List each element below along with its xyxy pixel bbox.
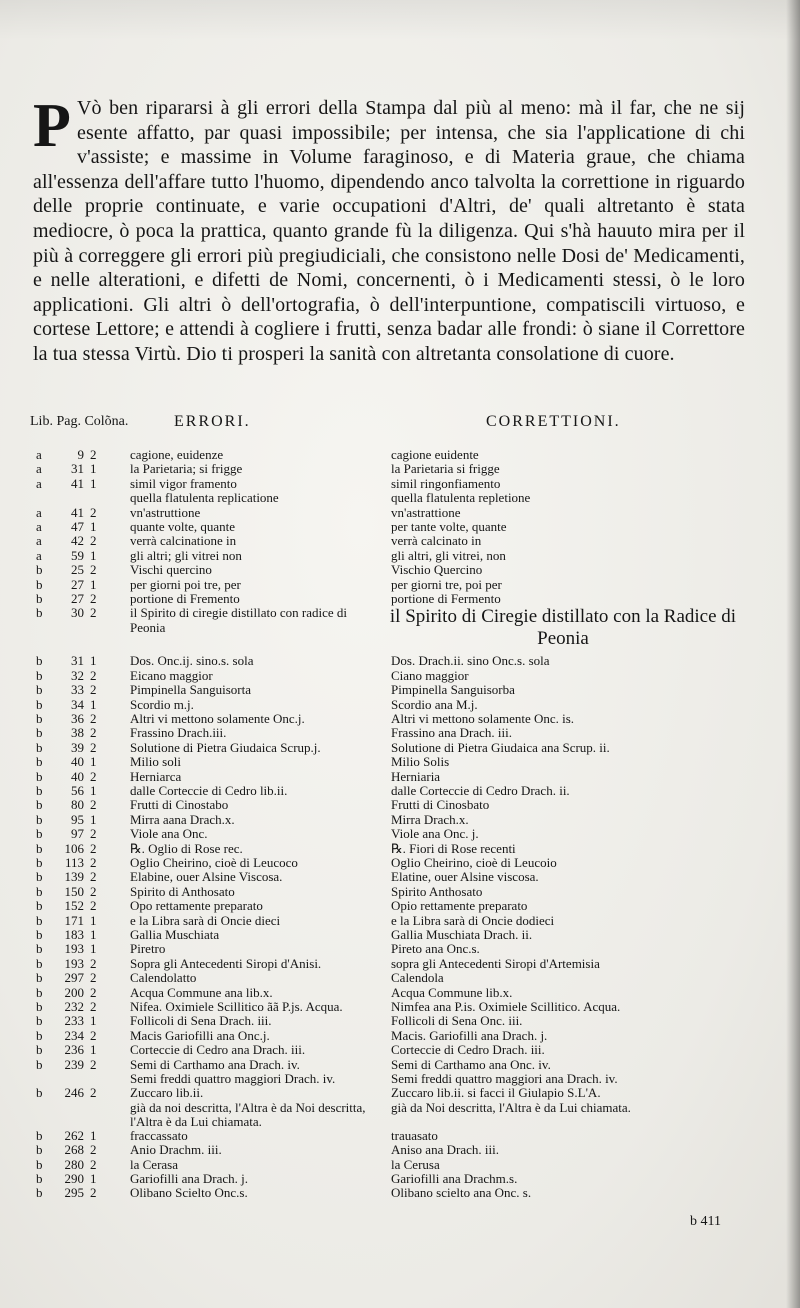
cell-pag: 27 [71, 576, 84, 592]
cell-errore: Viole ana Onc. [130, 826, 208, 842]
cell-lib: b [36, 970, 43, 986]
cell-pag: 33 [71, 682, 84, 698]
cell-colonna: 2 [90, 797, 97, 813]
cell-pag: 183 [64, 927, 84, 942]
cell-pag: 30 [71, 605, 84, 621]
cell-colonna: 1 [90, 754, 97, 770]
cell-lib: a [36, 547, 42, 563]
cell-correttione: Viole ana Onc. j. [391, 826, 479, 842]
cell-correttione: Altri vi mettono solamente Onc. is. [391, 711, 575, 726]
cell-errore: Semi di Carthamo ana Drach. iv. [130, 1056, 300, 1072]
cell-lib: a [36, 447, 42, 462]
cell-pag: 34 [71, 696, 84, 712]
cell-correttione: Oglio Cheirino, cioè di Leucoio [391, 855, 557, 870]
cell-pag: 239 [64, 1056, 84, 1072]
cell-lib: b [36, 883, 43, 899]
cell-correttione: Nimfea ana P.is. Oximiele Scillitico. Acqua. [391, 999, 621, 1014]
cell-lib: b [36, 1056, 43, 1072]
cell-errore: Gallia Muschiata [130, 927, 220, 942]
cell-errore: Acqua Commune ana lib.x. [130, 984, 273, 1000]
cell-lib: b [36, 999, 43, 1014]
cell-colonna: 2 [90, 898, 97, 914]
cell-pag: 31 [71, 653, 84, 669]
cell-pag: 150 [64, 883, 84, 899]
cell-errore: Milio soli [130, 754, 181, 770]
cell-lib: b [36, 1127, 43, 1143]
header-lib-pag-colonna: Lib. Pag. Colõna. [30, 414, 129, 429]
cell-correttione: Vischio Quercino [391, 562, 483, 578]
cell-lib: a [36, 461, 42, 477]
cell-errore: Macis Gariofilli ana Onc.j. [130, 1027, 270, 1043]
cell-correttione: Follicoli di Sena Onc. iii. [391, 1013, 523, 1029]
cell-pag: 106 [64, 840, 84, 856]
cell-pag: 280 [64, 1156, 84, 1172]
cell-lib: b [36, 576, 43, 592]
cell-colonna: 1 [90, 783, 97, 798]
cell-colonna: 2 [90, 1142, 97, 1158]
cell-pag: 95 [71, 811, 84, 827]
cell-correttione: dalle Corteccie di Cedro Drach. ii. [391, 783, 570, 798]
cell-correttione: Olibano scielto ana Onc. s. [391, 1185, 532, 1201]
cell-correttione: Pireto ana Onc.s. [391, 941, 480, 957]
cell-lib: b [36, 696, 43, 712]
cell-errore: Solutione di Pietra Giudaica Scrup.j. [130, 739, 321, 755]
cell-pag: 193 [64, 941, 84, 957]
cell-lib: b [36, 840, 43, 856]
cell-pag: 47 [71, 519, 84, 534]
cell-correttione: già da Noi descritta, l'Altra è da Lui chiamata. [391, 1099, 631, 1115]
intro-text: Vò ben ripararsi à gli errori della Stampa dal più al meno: mà il far, che ne sij esente affatto, par quasi impossibile; per intensa, che sia l'applicatione di chi v'assiste; e massime in Volume faraginoso, e di Materia graue, che chiama all'essenza dell'affare tutto l'huomo, dipendendo anco talvolta la correttione in riguardo delle proprie continuate, e varie occupationi d'Altri, de' quali altretanto è stata mediocre, ò poca la prattica, quanto grande fù la diligenza. Qui s'hà hauuto mira per il più à correggere gli errori più pregiudiciali, che consistono nelle Dosi de' Medicamenti, e nelle alterationi, e difetti de Nomi, concernenti, ò i Medicamenti stessi, ò le loro applicationi. Gli altri ò dell'ortografia, ò dell'interpuntione, compatiscili virtuoso, e cortese Lettore; e attendi à cogliere i frutti, senza badar alle frondi: ò siane il Correttore la tua stessa Virtù. Dio ti prosperi la sanità con altretanta consolatione di cuore. [33, 97, 745, 365]
cell-errore: Elabine, ouer Alsine Viscosa. [130, 869, 283, 885]
cell-errore: Anio Drachm. iii. [130, 1142, 222, 1158]
cell-errore: la Cerasa [130, 1156, 179, 1172]
page-signature: b 411 [690, 1214, 721, 1229]
cell-lib: b [36, 1156, 43, 1172]
cell-lib: b [36, 605, 43, 621]
cell-lib: b [36, 1185, 43, 1201]
cell-correttione: cagione euidente [391, 447, 479, 462]
cell-correttione: Semi freddi quattro maggiori ana Drach. iv. [391, 1071, 618, 1086]
cell-errore: ℞. Oglio di Rose rec. [130, 840, 243, 856]
cell-correttione: vn'astrattione [391, 504, 461, 520]
cell-colonna: 1 [90, 941, 97, 957]
cell-colonna: 2 [90, 984, 97, 1000]
cell-lib: b [36, 1027, 43, 1043]
cell-colonna: 2 [90, 855, 97, 870]
page-edge-shadow [786, 0, 800, 1308]
cell-errore: per giorni poi tre, per [130, 576, 241, 592]
cell-colonna: 2 [90, 725, 97, 741]
cell-correttione: sopra gli Antecedenti Siropi d'Artemisia [391, 955, 600, 971]
cell-pag: 234 [64, 1027, 84, 1043]
cell-pag: 233 [64, 1013, 84, 1029]
cell-correttione: Semi di Carthamo ana Onc. iv. [391, 1056, 551, 1072]
cell-colonna: 2 [90, 1027, 97, 1043]
cell-colonna: 2 [90, 768, 97, 784]
cell-colonna: 2 [90, 739, 97, 755]
cell-pag: 38 [71, 725, 84, 741]
cell-lib: b [36, 562, 43, 578]
cell-pag: 56 [71, 783, 84, 798]
cell-lib: b [36, 811, 43, 827]
cell-colonna: 2 [90, 1056, 97, 1072]
cell-errore: Corteccie di Cedro ana Drach. iii. [130, 1042, 306, 1058]
cell-correttione: Gariofilli ana Drachm.s. [391, 1171, 518, 1186]
cell-correttione: Frutti di Cinosbato [391, 797, 490, 813]
cell-errore: Mirra aana Drach.x. [130, 811, 235, 827]
cell-lib: b [36, 725, 43, 741]
cell-errore: simil vigor framento [130, 475, 237, 491]
cell-colonna: 1 [90, 811, 97, 827]
cell-correttione: la Parietaria si frigge [391, 461, 500, 477]
cell-pag: 31 [71, 461, 84, 477]
cell-errore: Piretro [130, 941, 166, 957]
cell-correttione: portione di Fermento [391, 591, 501, 606]
cell-pag: 59 [71, 547, 84, 563]
cell-errore: il Spirito di ciregie distillato con radice di Peonia [130, 605, 347, 635]
cell-colonna: 1 [90, 927, 97, 942]
cell-errore: Sopra gli Antecedenti Siropi d'Anisi. [130, 955, 322, 971]
cell-errore: Dos. Onc.ij. sino.s. sola [130, 653, 254, 669]
cell-pag: 40 [71, 754, 84, 770]
intro-paragraph [33, 92, 745, 367]
cell-lib: b [36, 1142, 43, 1158]
cell-lib: b [36, 941, 43, 957]
cell-lib: a [36, 504, 42, 520]
cell-lib: b [36, 898, 43, 914]
cell-colonna: 2 [90, 591, 97, 606]
cell-correttione: Gallia Muschiata Drach. ii. [391, 927, 533, 942]
cell-lib: b [36, 927, 43, 942]
cell-correttione: Solutione di Pietra Giudaica ana Scrup. ii. [391, 739, 610, 755]
cell-correttione: ℞. Fiori di Rose recenti [391, 840, 516, 856]
cell-colonna: 2 [90, 605, 97, 621]
cell-pag: 42 [71, 533, 84, 549]
cell-colonna: 1 [90, 475, 97, 491]
cell-colonna: 1 [90, 696, 97, 712]
cell-errore: Opo rettamente preparato [130, 898, 263, 914]
cell-colonna: 2 [90, 667, 97, 683]
cell-colonna: 2 [90, 447, 97, 462]
cell-colonna: 1 [90, 576, 97, 592]
cell-correttione: Mirra Drach.x. [391, 811, 469, 827]
cell-errore: Pimpinella Sanguisorta [130, 682, 251, 698]
cell-pag: 41 [71, 504, 84, 520]
cell-pag: 27 [71, 591, 84, 606]
cell-colonna: 2 [90, 504, 97, 520]
drop-cap: P [33, 92, 71, 160]
cell-colonna: 1 [90, 461, 97, 477]
cell-correttione: Ciano maggior [391, 667, 469, 683]
cell-correttione: gli altri, gli vitrei, non [391, 547, 506, 563]
cell-correttione: Acqua Commune lib.x. [391, 984, 513, 1000]
cell-lib: b [36, 797, 43, 813]
cell-lib: a [36, 475, 42, 491]
cell-colonna: 1 [90, 653, 97, 669]
cell-errore: Scordio m.j. [130, 696, 194, 712]
cell-errore: già da noi descritta, l'Altra è da Noi descritta, l'Altra è da Lui chiamata. [130, 1099, 366, 1130]
page-top-shadow [0, 0, 800, 40]
cell-errore: portione di Fremento [130, 591, 240, 606]
cell-pag: 295 [64, 1185, 84, 1201]
cell-pag: 200 [64, 984, 84, 1000]
cell-lib: b [36, 855, 43, 870]
cell-errore: vn'astruttione [130, 504, 201, 520]
cell-pag: 9 [77, 447, 84, 462]
cell-lib: b [36, 711, 43, 726]
cell-correttione: Spirito Anthosato [391, 883, 483, 899]
cell-lib: b [36, 783, 43, 798]
cell-correttione: il Spirito di Ciregie distillato con la Radice di Peonia [389, 606, 737, 650]
cell-pag: 290 [64, 1171, 84, 1186]
cell-correttione: simil ringonfiamento [391, 475, 501, 491]
cell-lib: b [36, 826, 43, 842]
cell-colonna: 1 [90, 1171, 97, 1186]
cell-pag: 139 [64, 869, 84, 885]
cell-pag: 113 [64, 855, 84, 870]
cell-errore: Frassino Drach.iii. [130, 725, 227, 741]
cell-lib: b [36, 1171, 43, 1186]
cell-colonna: 1 [90, 1127, 97, 1143]
cell-correttione: Opio rettamente preparato [391, 898, 528, 914]
cell-colonna: 2 [90, 562, 97, 578]
cell-errore: e la Libra sarà di Oncie dieci [130, 912, 281, 928]
cell-correttione: Dos. Drach.ii. sino Onc.s. sola [391, 653, 550, 669]
cell-errore: dalle Corteccie di Cedro lib.ii. [130, 783, 288, 798]
cell-correttione: Scordio ana M.j. [391, 696, 478, 712]
cell-colonna: 2 [90, 1185, 97, 1201]
cell-pag: 246 [64, 1085, 84, 1101]
cell-pag: 232 [64, 999, 84, 1014]
cell-correttione: Macis. Gariofilli ana Drach. j. [391, 1027, 548, 1043]
cell-pag: 193 [64, 955, 84, 971]
cell-colonna: 2 [90, 840, 97, 856]
cell-errore: Altri vi mettono solamente Onc.j. [130, 711, 305, 726]
cell-correttione: Corteccie di Cedro Drach. iii. [391, 1042, 545, 1058]
cell-pag: 262 [64, 1127, 84, 1143]
cell-lib: b [36, 1013, 43, 1029]
cell-lib: b [36, 955, 43, 971]
cell-pag: 25 [71, 562, 84, 578]
cell-colonna: 2 [90, 999, 97, 1014]
cell-colonna: 2 [90, 826, 97, 842]
cell-pag: 97 [71, 826, 84, 842]
cell-correttione: Elatine, ouer Alsine viscosa. [391, 869, 539, 885]
cell-lib: b [36, 591, 43, 606]
cell-lib: a [36, 519, 42, 534]
cell-errore: Calendolatto [130, 970, 197, 986]
cell-lib: b [36, 869, 43, 885]
cell-correttione: e la Libra sarà di Oncie dodieci [391, 912, 555, 928]
cell-correttione: Frassino ana Drach. iii. [391, 725, 512, 741]
cell-errore: Herniarca [130, 768, 182, 784]
cell-pag: 32 [71, 667, 84, 683]
cell-colonna: 2 [90, 869, 97, 885]
cell-pag: 297 [64, 970, 84, 986]
cell-correttione: trauasato [391, 1127, 438, 1143]
cell-colonna: 2 [90, 1156, 97, 1172]
cell-colonna: 1 [90, 519, 97, 534]
cell-errore: Follicoli di Sena Drach. iii. [130, 1013, 272, 1029]
cell-correttione: Aniso ana Drach. iii. [391, 1142, 499, 1158]
cell-pag: 40 [71, 768, 84, 784]
cell-correttione: Milio Solis [391, 754, 450, 770]
cell-errore: Zuccaro lib.ii. [130, 1085, 204, 1101]
cell-errore: Oglio Cheirino, cioè di Leucoco [130, 855, 298, 870]
cell-errore: Vischi quercino [130, 562, 212, 578]
cell-lib: a [36, 533, 42, 549]
cell-correttione: Pimpinella Sanguisorba [391, 682, 515, 698]
cell-errore: Nifea. Oximiele Scillitico ãã P.js. Acqua. [130, 999, 343, 1014]
cell-errore: la Parietaria; si frigge [130, 461, 243, 477]
cell-errore: Semi freddi quattro maggiori Drach. iv. [130, 1071, 336, 1086]
cell-errore: Spirito di Anthosato [130, 883, 235, 899]
cell-pag: 39 [71, 739, 84, 755]
cell-colonna: 2 [90, 883, 97, 899]
cell-errore: Frutti di Cinostabo [130, 797, 229, 813]
cell-errore: fraccassato [130, 1127, 188, 1143]
cell-colonna: 2 [90, 533, 97, 549]
cell-lib: b [36, 1085, 43, 1101]
cell-pag: 236 [64, 1042, 84, 1058]
cell-pag: 41 [71, 475, 84, 491]
header-correttioni: CORRETTIONI. [486, 413, 621, 430]
cell-errore: cagione, euidenze [130, 447, 224, 462]
cell-errore: Gariofilli ana Drach. j. [130, 1171, 249, 1186]
cell-colonna: 2 [90, 1085, 97, 1101]
cell-correttione: verrà calcinato in [391, 533, 482, 549]
cell-correttione: per tante volte, quante [391, 519, 507, 534]
cell-colonna: 2 [90, 970, 97, 986]
cell-colonna: 1 [90, 1013, 97, 1029]
cell-errore: Olibano Scielto Onc.s. [130, 1185, 248, 1201]
cell-lib: b [36, 682, 43, 698]
cell-correttione: Herniaria [391, 768, 441, 784]
cell-pag: 268 [64, 1142, 84, 1158]
cell-errore: gli altri; gli vitrei non [130, 547, 242, 563]
cell-colonna: 1 [90, 547, 97, 563]
cell-errore: quante volte, quante [130, 519, 236, 534]
cell-pag: 36 [71, 711, 84, 726]
header-errori: ERRORI. [174, 413, 251, 430]
cell-lib: b [36, 1042, 43, 1058]
cell-correttione: per giorni tre, poi per [391, 576, 502, 592]
cell-correttione: Zuccaro lib.ii. si facci il Giulapio S.L'A. [391, 1085, 601, 1101]
cell-lib: b [36, 984, 43, 1000]
cell-pag: 171 [64, 912, 84, 928]
cell-lib: b [36, 768, 43, 784]
cell-correttione: quella flatulenta repletione [391, 490, 531, 506]
cell-colonna: 2 [90, 682, 97, 698]
cell-lib: b [36, 653, 43, 669]
cell-errore: quella flatulenta replicatione [130, 490, 279, 506]
cell-correttione: Calendola [391, 970, 444, 986]
cell-errore: verrà calcinatione in [130, 533, 237, 549]
cell-lib: b [36, 912, 43, 928]
cell-lib: b [36, 667, 43, 683]
cell-colonna: 2 [90, 955, 97, 971]
cell-colonna: 1 [90, 1042, 97, 1058]
cell-colonna: 2 [90, 711, 97, 726]
cell-pag: 152 [64, 898, 84, 914]
cell-colonna: 1 [90, 912, 97, 928]
cell-errore: Eicano maggior [130, 667, 213, 683]
cell-correttione: la Cerusa [391, 1156, 440, 1172]
cell-lib: b [36, 739, 43, 755]
cell-lib: b [36, 754, 43, 770]
cell-pag: 80 [71, 797, 84, 813]
